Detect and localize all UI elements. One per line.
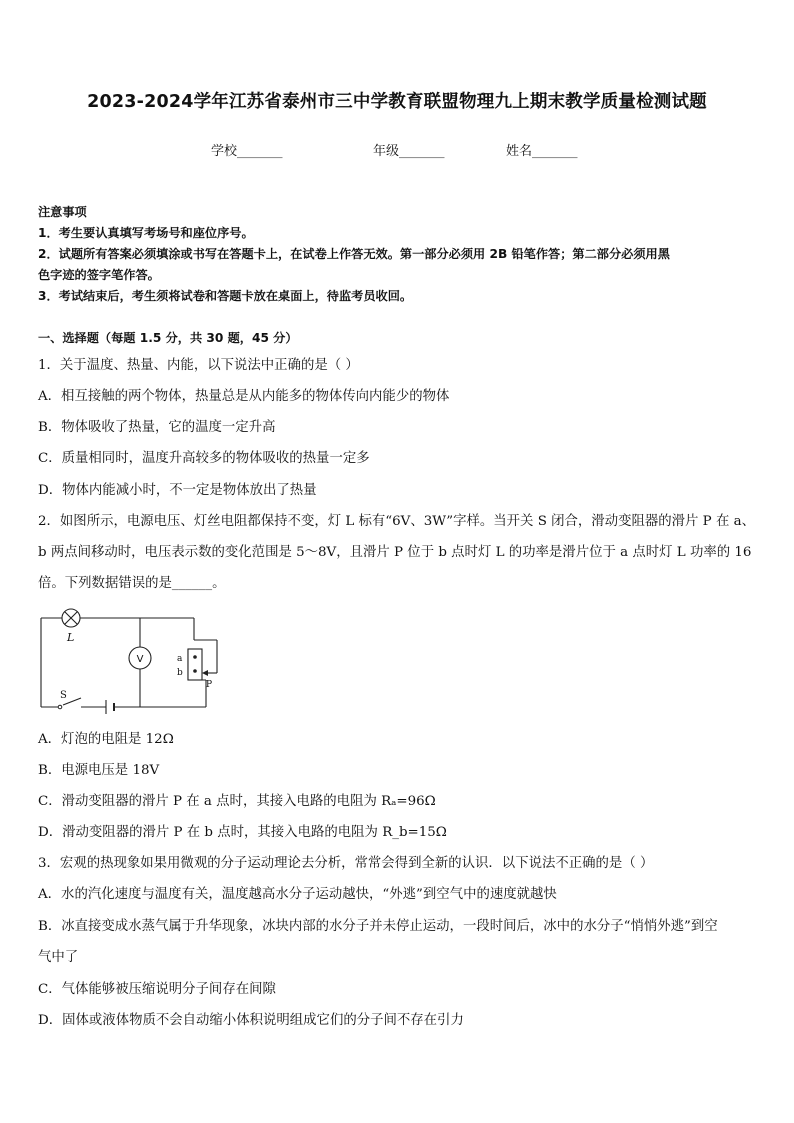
note-2-line-2: 色字迹的签字笔作答。 [38,268,160,282]
q2-stem-line-3: 倍。下列数据错误的是______。 [38,576,226,591]
q1-option-c: C．质量相同时，温度升高较多的物体吸收的热量一定多 [38,451,370,466]
q3-stem: 3．宏观的热现象如果用微观的分子运动理论去分析，常常会得到全新的认识．以下说法不正确的是（ ） [38,856,654,871]
lamp-label: L [67,631,75,644]
note-3: 3．考试结束后，考生须将试卷和答题卡放在桌面上，待监考员收回。 [38,289,413,303]
q3-option-d: D．固体或液体物质不会自动缩小体积说明组成它们的分子间不存在引力 [38,1013,464,1028]
section-heading: 一、选择题（每题 1.5 分，共 30 题，45 分） [38,331,298,345]
q2-option-a: A．灯泡的电阻是 12Ω [38,732,174,747]
q2-stem-line-2: b 两点间移动时，电压表示数的变化范围是 5～8V，且滑片 P 位于 b 点时灯 L 的功率是滑片位于 a 点时灯 L 功率的 16 [38,545,752,560]
q1-option-d: D．物体内能减小时，不一定是物体放出了热量 [38,483,317,498]
slider-p-label: P [206,680,213,690]
note-1: 1．考生要认真填写考场号和座位序号。 [38,226,254,240]
q1-option-a: A．相互接触的两个物体，热量总是从内能多的物体传向内能少的物体 [38,389,450,404]
grade-field: 年级_______ [373,144,445,159]
switch-label: S [60,690,67,701]
voltmeter-label: V [136,654,144,665]
voltmeter-symbol [129,647,151,669]
q3-option-b-line-2: 气中了 [38,950,79,965]
q2-option-c: C．滑动变阻器的滑片 P 在 a 点时，其接入电路的电阻为 Rₐ=96Ω [38,794,436,809]
q3-option-a: A．水的汽化速度与温度有关，温度越高水分子运动越快，“外逃”到空气中的速度就越快 [38,887,557,902]
rheostat-symbol [188,649,208,680]
circuit-diagram [36,600,226,722]
q3-option-b-line-1: B．冰直接变成水蒸气属于升华现象，冰块内部的水分子并未停止运动，一段时间后，冰中的水分子“悄悄外逃”到空 [38,919,718,934]
school-field: 学校_______ [211,144,283,159]
battery-symbol [106,700,114,714]
q2-option-b: B．电源电压是 18V [38,763,160,778]
notes-heading: 注意事项 [38,205,87,219]
name-field: 姓名_______ [506,144,578,159]
switch-symbol [58,705,62,709]
note-2-line-1: 2．试题所有答案必须填涂或书写在答题卡上，在试卷上作答无效。第一部分必须用 2B 铅笔作答；第二部分必须用黑 [38,247,670,261]
q1-option-b: B．物体吸收了热量，它的温度一定升高 [38,420,276,435]
q2-stem-line-1: 2．如图所示，电源电压、灯丝电阻都保持不变，灯 L 标有“6V、3W”字样。当开关 S 闭合，滑动变阻器的滑片 P 在 a、 [38,514,755,529]
exam-title: 2023-2024学年江苏省泰州市三中学教育联盟物理九上期末教学质量检测试题 [87,92,707,112]
rheostat-b-label: b [177,668,183,678]
rheostat-a-label: a [177,654,183,664]
q3-option-c: C．气体能够被压缩说明分子间存在间隙 [38,982,276,997]
q2-option-d: D．滑动变阻器的滑片 P 在 b 点时，其接入电路的电阻为 R_b=15Ω [38,825,447,840]
lamp-symbol [62,609,80,627]
q1-stem: 1．关于温度、热量、内能，以下说法中正确的是（ ） [38,358,359,373]
